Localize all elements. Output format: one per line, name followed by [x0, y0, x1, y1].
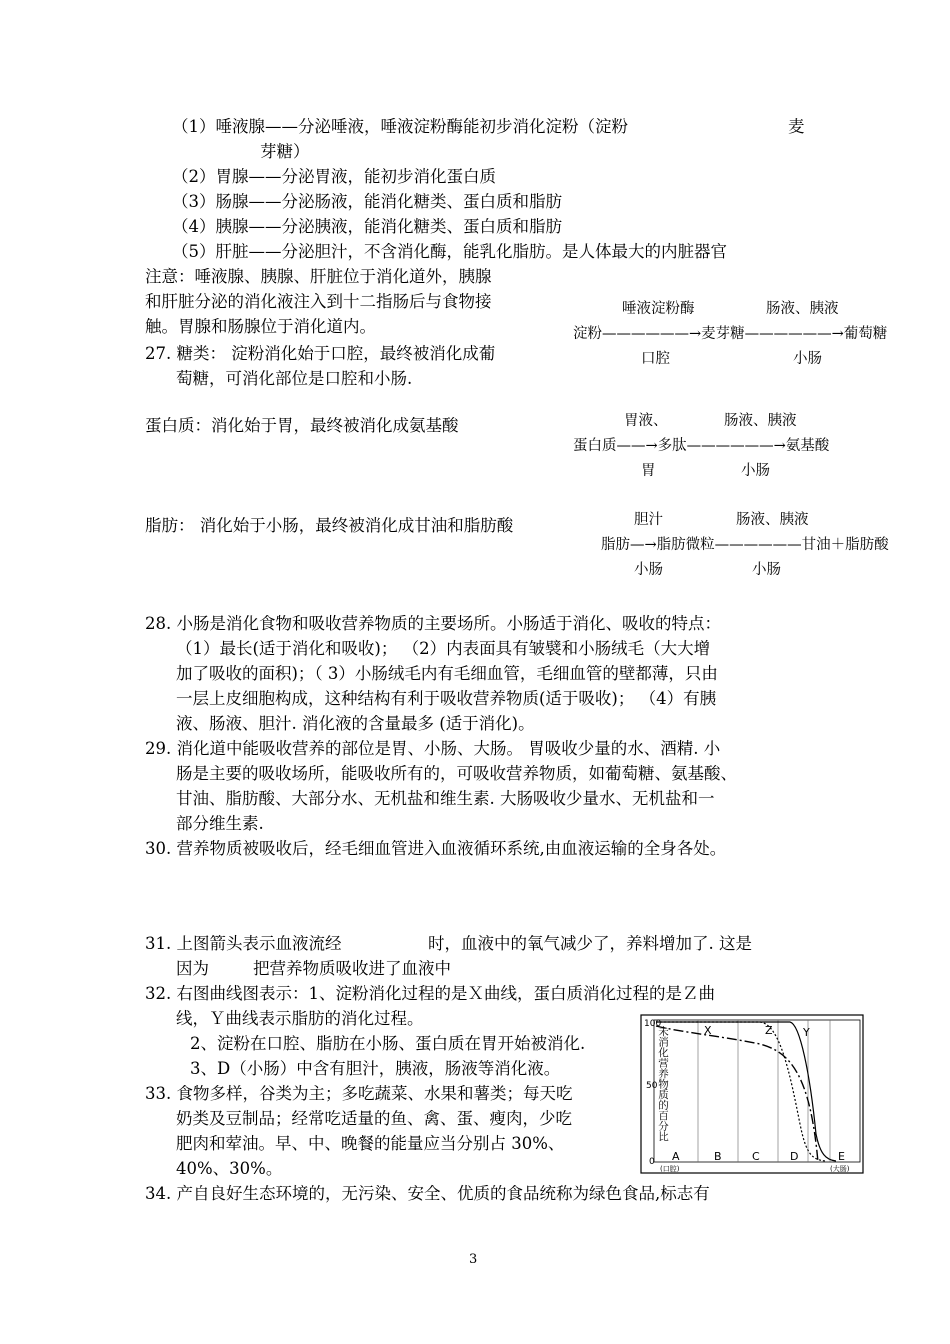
protein-text: 蛋白质：消化始于胃，最终被消化成氨基酸 — [145, 416, 459, 435]
item-33-line-2: 奶类及豆制品；经常吃适量的鱼、禽、蛋、瘦肉，少吃 — [176, 1109, 572, 1128]
starch-site-1: 口腔 — [641, 351, 670, 367]
item-28-line-4: 一层上皮细胞构成，这种结构有利于吸收营养物质(适于吸收)； （4）有胰 — [176, 689, 717, 708]
gland-line-5: （5）肝脏——分泌胆汁，不含消化酶，能乳化脂肪。是人体最大的内脏器官 — [172, 242, 727, 261]
digestion-curve-figure — [640, 1014, 864, 1174]
fat-site-1: 小肠 — [634, 562, 663, 578]
item-33-line-1: 33. 食物多样，谷类为主；多吃蔬菜、水果和薯类；每天吃 — [145, 1084, 573, 1103]
item-30-line-1: 30. 营养物质被吸收后，经毛细血管进入血液循环系统,由血液运输的全身各处。 — [145, 839, 727, 858]
item-27-line-2: 萄糖，可消化部位是口腔和小肠. — [176, 369, 413, 388]
fat-enzyme-1: 胆汁 — [634, 512, 663, 528]
item-28-line-1: 28. 小肠是消化食物和吸收营养物质的主要场所。小肠适于消化、吸收的特点： — [145, 614, 721, 633]
protein-site-2: 小肠 — [741, 463, 770, 479]
under-label-left: (口腔) — [660, 1165, 680, 1173]
y-axis-label: 未消化营养物质的百分比 — [657, 1026, 669, 1142]
fat-site-2: 小肠 — [752, 562, 781, 578]
starch-flow: 淀粉——————→麦芽糖——————→葡萄糖 — [573, 326, 888, 342]
item-33-line-3: 肥肉和荤油。早、中、晚餐的能量应当分别占 30%、 — [176, 1134, 565, 1153]
gland-line-2: （2）胃腺——分泌胃液，能初步消化蛋白质 — [172, 167, 496, 186]
segment-b: B — [714, 1150, 722, 1163]
gland-line-1-end: 麦 — [788, 117, 805, 136]
item-28-line-5: 液、肠液、胆汁. 消化液的含量最多 (适于消化)。 — [176, 714, 535, 733]
fat-text: 脂肪： 消化始于小肠，最终被消化成甘油和脂肪酸 — [145, 516, 514, 535]
protein-flow: 蛋白质——→多肽——————→氨基酸 — [573, 438, 830, 454]
item-29-line-2: 肠是主要的吸收场所，能吸收所有的，可吸收营养物质，如葡萄糖、氨基酸、 — [176, 764, 737, 783]
item-34-line-1: 34. 产自良好生态环境的，无污染、安全、优质的食品统称为绿色食品,标志有 — [145, 1184, 710, 1203]
item-33-line-4: 40%、30%。 — [176, 1159, 283, 1178]
item-31-line-2b: 把营养物质吸收进了血液中 — [253, 959, 451, 978]
fat-flow: 脂肪—→脂肪微粒——————甘油＋脂肪酸 — [601, 537, 889, 553]
item-32-line-3: 2、淀粉在口腔、脂肪在小肠、蛋白质在胃开始被消化. — [190, 1034, 586, 1053]
curve-z-label: Z — [765, 1024, 773, 1037]
item-27-line-1: 27. 糖类： 淀粉消化始于口腔，最终被消化成葡 — [145, 344, 496, 363]
protein-site-1: 胃 — [641, 463, 656, 479]
tick-0: 0 — [649, 1157, 655, 1167]
segment-c: C — [752, 1150, 760, 1163]
item-29-line-4: 部分维生素. — [176, 814, 264, 833]
item-32-line-4: 3、D（小肠）中含有胆汁，胰液，肠液等消化液。 — [190, 1059, 561, 1078]
note-line-3: 触。胃腺和肠腺位于消化道内。 — [145, 317, 376, 336]
protein-enzyme-2: 肠液、胰液 — [724, 413, 797, 429]
protein-enzyme-1: 胃液、 — [624, 413, 668, 429]
item-32-line-2: 线，Ｙ曲线表示脂肪的消化过程。 — [176, 1009, 424, 1028]
tick-50: 50 — [646, 1081, 658, 1091]
gland-line-1-cont: 芽糖） — [260, 142, 310, 161]
tick-100: 100 — [644, 1019, 662, 1029]
item-31-line-1a: 31. 上图箭头表示血液流经 — [145, 934, 342, 953]
item-28-line-2: （1）最长(适于消化和吸收)； （2）内表面具有皱襞和小肠绒毛（大大增 — [176, 639, 711, 658]
item-31-line-1b: 时，血液中的氧气减少了，养料增加了. 这是 — [428, 934, 752, 953]
segment-d: D — [790, 1150, 799, 1163]
segment-e: E — [838, 1150, 845, 1163]
starch-site-2: 小肠 — [793, 351, 822, 367]
curve-x-label: X — [704, 1024, 712, 1037]
fat-enzyme-2: 肠液、胰液 — [736, 512, 809, 528]
segment-a: A — [672, 1150, 680, 1163]
page-number: 3 — [469, 1252, 478, 1267]
item-32-line-1: 32. 右图曲线图表示：1、淀粉消化过程的是Ｘ曲线，蛋白质消化过程的是Ｚ曲 — [145, 984, 715, 1003]
item-29-line-3: 甘油、脂肪酸、大部分水、无机盐和维生素. 大肠吸收少量水、无机盐和一 — [176, 789, 715, 808]
item-28-line-3: 加了吸收的面积)；（ 3）小肠绒毛内有毛细血管，毛细血管的壁都薄，只由 — [176, 664, 718, 683]
gland-line-3: （3）肠腺——分泌肠液，能消化糖类、蛋白质和脂肪 — [172, 192, 562, 211]
gland-line-1: （1）唾液腺——分泌唾液，唾液淀粉酶能初步消化淀粉（淀粉 — [172, 117, 628, 136]
note-line-2: 和肝脏分泌的消化液注入到十二指肠后与食物接 — [145, 292, 492, 311]
starch-enzyme-1: 唾液淀粉酶 — [622, 301, 695, 317]
gland-line-4: （4）胰腺——分泌胰液，能消化糖类、蛋白质和脂肪 — [172, 217, 562, 236]
starch-enzyme-2: 肠液、胰液 — [766, 301, 839, 317]
item-31-line-2a: 因为 — [176, 959, 209, 978]
note-line-1: 注意：唾液腺、胰腺、肝脏位于消化道外，胰腺 — [145, 267, 492, 286]
item-29-line-1: 29. 消化道中能吸收营养的部位是胃、小肠、大肠。 胃吸收少量的水、酒精. 小 — [145, 739, 721, 758]
curve-y-label: Y — [803, 1026, 810, 1039]
under-label-right: (大肠) — [830, 1165, 850, 1173]
